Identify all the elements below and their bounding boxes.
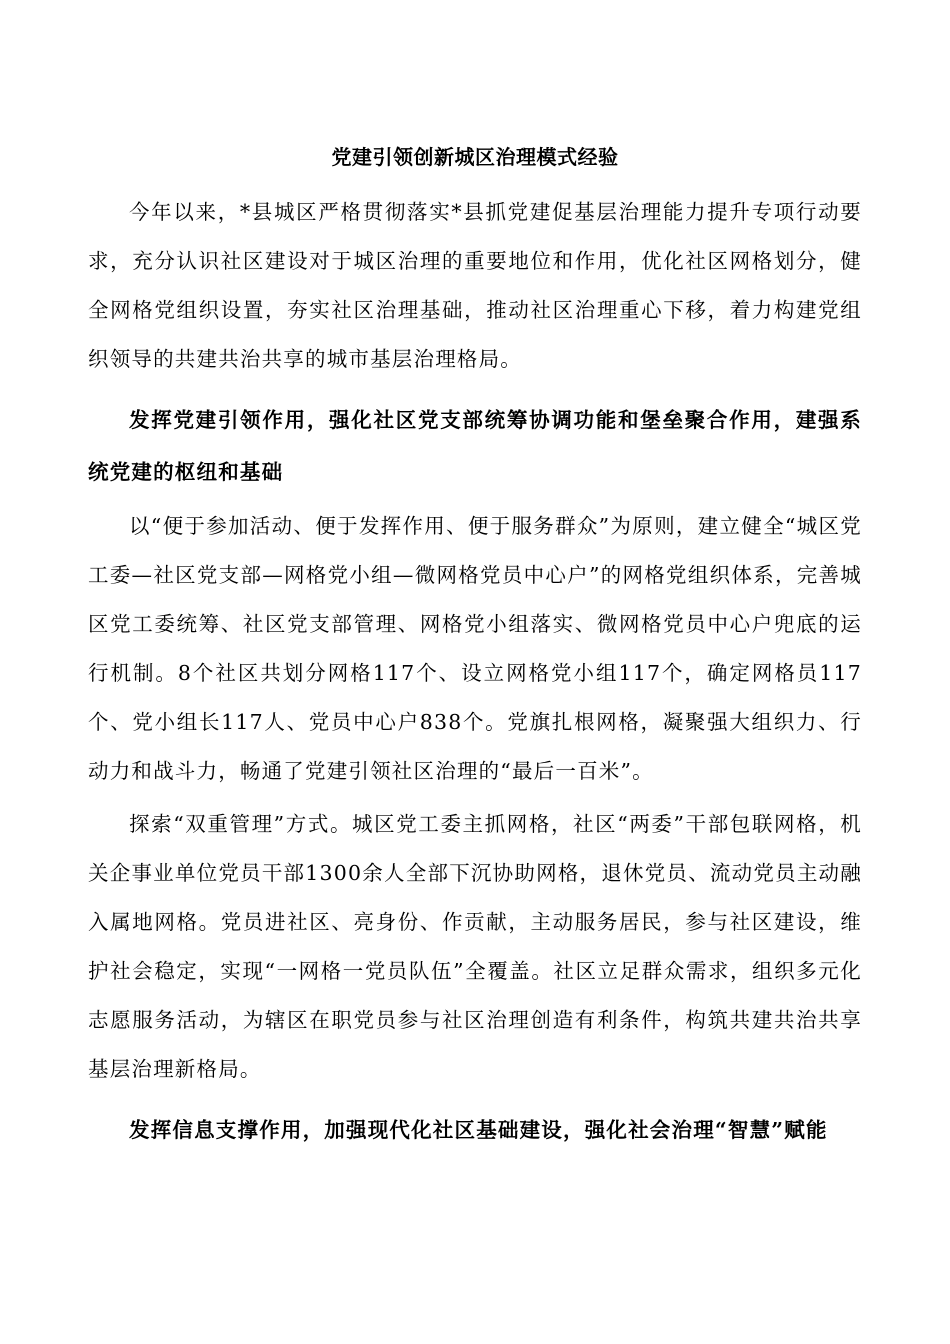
paragraph-dual-management: 探索“双重管理”方式。城区党工委主抓网格，社区“两委”干部包联网格，机关企事业单位党员干部1300余人全部下沉协助网格，退休党员、流动党员主动融入属地网格。党员进社区、亮身份、作贡献，主动服务居民，参与社区建设，维护社会稳定，实现“一网格一党员队伍”全覆盖。社区立足群众需求，组织多元化志愿服务活动，为辖区在职党员参与社区治理创造有利条件，构筑共建共治共享基层治理新格局。: [88, 812, 862, 1081]
paragraph-intro: 今年以来，*县城区严格贯彻落实*县抓党建促基层治理能力提升专项行动要求，充分认识社区建设对于城区治理的重要地位和作用，优化社区网格划分，健全网格党组织设置，夯实社区治理基础，推动社区治理重心下移，着力构建党组织领导的共建共治共享的城市基层治理格局。: [88, 200, 862, 371]
paragraph-grid-system: 以“便于参加活动、便于发挥作用、便于服务群众”为原则，建立健全“城区党工委—社区党支部—网格党小组—微网格党员中心户”的网格党组织体系，完善城区党工委统筹、社区党支部管理、网格党小组落实、微网格党员中心户兜底的运行机制。8个社区共划分网格117个、设立网格党小组117个，确定网格员117个、党小组长117人、党员中心户838个。党旗扎根网格，凝聚强大组织力、行动力和战斗力，畅通了党建引领社区治理的“最后一百米”。: [88, 514, 862, 783]
spacer: [88, 1094, 862, 1104]
section-heading-party-leadership: 发挥党建引领作用，强化社区党支部统筹协调功能和堡垒聚合作用，建强系统党建的枢纽和基础: [88, 408, 862, 484]
spacer: [88, 384, 862, 394]
section-heading-information-support: 发挥信息支撑作用，加强现代化社区基础建设，强化社会治理“智慧”赋能: [129, 1118, 828, 1142]
document-title: 党建引领创新城区治理模式经验: [331, 145, 619, 169]
